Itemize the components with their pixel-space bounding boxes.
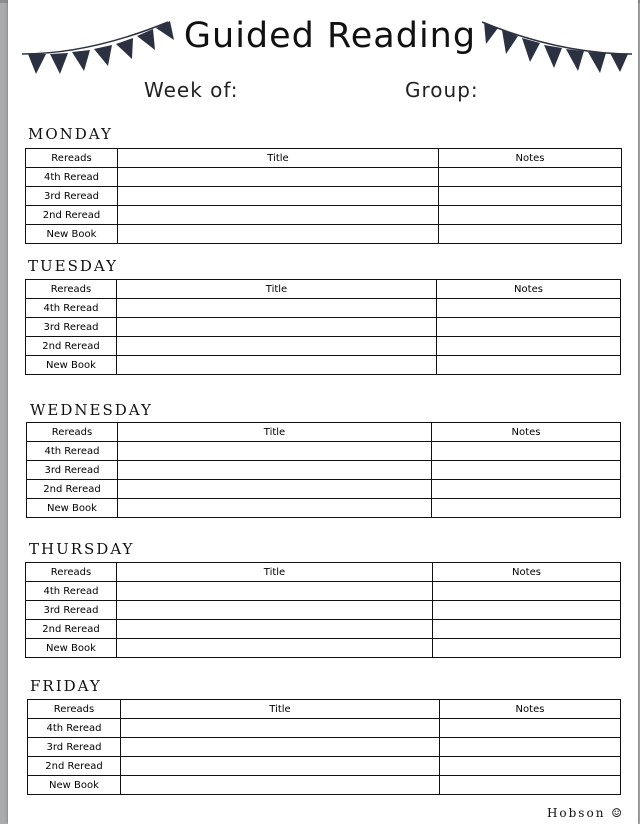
row-label: 3rd Reread <box>28 738 121 757</box>
group-label: Group: <box>405 78 479 102</box>
table-row <box>28 719 621 738</box>
row-label: 2nd Reread <box>28 757 121 776</box>
day-heading-friday: FRIDAY <box>30 677 102 695</box>
notes-cell[interactable] <box>439 168 622 187</box>
table-row <box>26 620 621 639</box>
wednesday-table <box>26 422 621 518</box>
notes-cell[interactable] <box>437 318 621 337</box>
week-of-label: Week of: <box>144 78 239 102</box>
notes-cell[interactable] <box>433 620 621 639</box>
title-cell[interactable] <box>117 582 433 601</box>
title-cell[interactable] <box>118 225 439 244</box>
title-cell[interactable] <box>121 719 440 738</box>
day-heading-tuesday: TUESDAY <box>28 257 119 275</box>
day-heading-thursday: THURSDAY <box>29 540 135 558</box>
table-header-row <box>27 423 621 442</box>
header-title: Title <box>121 700 440 719</box>
row-label: 4th Reread <box>26 299 117 318</box>
header-title: Title <box>117 280 437 299</box>
title-cell[interactable] <box>117 620 433 639</box>
row-label: 3rd Reread <box>27 461 118 480</box>
notes-cell[interactable] <box>439 206 622 225</box>
notes-cell[interactable] <box>440 738 621 757</box>
table-row <box>26 601 621 620</box>
tuesday-table <box>25 279 621 375</box>
notes-cell[interactable] <box>439 225 622 244</box>
day-heading-monday: MONDAY <box>28 125 113 143</box>
notes-cell[interactable] <box>437 299 621 318</box>
header-notes: Notes <box>433 563 621 582</box>
table-row <box>26 225 622 244</box>
notes-cell[interactable] <box>440 719 621 738</box>
header-rereads: Rereads <box>26 563 117 582</box>
header-notes: Notes <box>439 149 622 168</box>
row-label: New Book <box>27 499 118 518</box>
title-cell[interactable] <box>117 601 433 620</box>
table-header-row <box>28 700 621 719</box>
monday-table <box>25 148 622 244</box>
table-row <box>27 499 621 518</box>
table-header-row <box>26 149 622 168</box>
header-notes: Notes <box>440 700 621 719</box>
worksheet-page <box>8 0 638 824</box>
table-row <box>26 337 621 356</box>
table-row <box>26 168 622 187</box>
header-rereads: Rereads <box>27 423 118 442</box>
table-row <box>28 738 621 757</box>
table-row <box>26 582 621 601</box>
row-label: 2nd Reread <box>27 480 118 499</box>
title-cell[interactable] <box>118 480 432 499</box>
title-cell[interactable] <box>118 168 439 187</box>
notes-cell[interactable] <box>440 776 621 795</box>
title-cell[interactable] <box>117 337 437 356</box>
header-title: Title <box>118 423 432 442</box>
row-label: New Book <box>26 225 118 244</box>
row-label: New Book <box>26 356 117 375</box>
table-row <box>26 318 621 337</box>
table-header-row <box>26 280 621 299</box>
notes-cell[interactable] <box>433 639 621 658</box>
header-title: Title <box>118 149 439 168</box>
row-label: 2nd Reread <box>26 337 117 356</box>
title-cell[interactable] <box>121 776 440 795</box>
page-title: Guided Reading <box>183 16 477 56</box>
notes-cell[interactable] <box>432 461 621 480</box>
title-cell[interactable] <box>121 738 440 757</box>
table-row <box>28 776 621 795</box>
table-header-row <box>26 563 621 582</box>
header-notes: Notes <box>437 280 621 299</box>
row-label: 2nd Reread <box>26 620 117 639</box>
table-row <box>27 461 621 480</box>
notes-cell[interactable] <box>433 601 621 620</box>
table-row <box>26 299 621 318</box>
friday-table <box>27 699 621 795</box>
thursday-table <box>25 562 621 658</box>
table-row <box>27 442 621 461</box>
row-label: New Book <box>26 639 117 658</box>
notes-cell[interactable] <box>437 337 621 356</box>
title-cell[interactable] <box>118 206 439 225</box>
row-label: New Book <box>28 776 121 795</box>
title-cell[interactable] <box>117 318 437 337</box>
row-label: 4th Reread <box>26 168 118 187</box>
title-cell[interactable] <box>117 639 433 658</box>
table-row <box>28 757 621 776</box>
table-row <box>26 206 622 225</box>
header-rereads: Rereads <box>26 149 118 168</box>
title-cell[interactable] <box>117 299 437 318</box>
title-cell[interactable] <box>118 187 439 206</box>
notes-cell[interactable] <box>432 499 621 518</box>
row-label: 2nd Reread <box>26 206 118 225</box>
row-label: 4th Reread <box>26 582 117 601</box>
day-heading-wednesday: WEDNESDAY <box>30 401 153 419</box>
notes-cell[interactable] <box>440 757 621 776</box>
title-cell[interactable] <box>121 757 440 776</box>
table-row <box>27 480 621 499</box>
row-label: 3rd Reread <box>26 318 117 337</box>
notes-cell[interactable] <box>437 356 621 375</box>
row-label: 4th Reread <box>27 442 118 461</box>
notes-cell[interactable] <box>433 582 621 601</box>
row-label: 4th Reread <box>28 719 121 738</box>
notes-cell[interactable] <box>432 480 621 499</box>
title-cell[interactable] <box>118 461 432 480</box>
title-cell[interactable] <box>118 499 432 518</box>
author-credit: Hobson ☺ <box>546 806 624 820</box>
notes-cell[interactable] <box>432 442 621 461</box>
title-cell[interactable] <box>117 356 437 375</box>
header-title: Title <box>117 563 433 582</box>
header-rereads: Rereads <box>26 280 117 299</box>
table-row <box>26 639 621 658</box>
header-rereads: Rereads <box>28 700 121 719</box>
title-cell[interactable] <box>118 442 432 461</box>
row-label: 3rd Reread <box>26 187 118 206</box>
row-label: 3rd Reread <box>26 601 117 620</box>
table-row <box>26 187 622 206</box>
header-notes: Notes <box>432 423 621 442</box>
table-row <box>26 356 621 375</box>
notes-cell[interactable] <box>439 187 622 206</box>
